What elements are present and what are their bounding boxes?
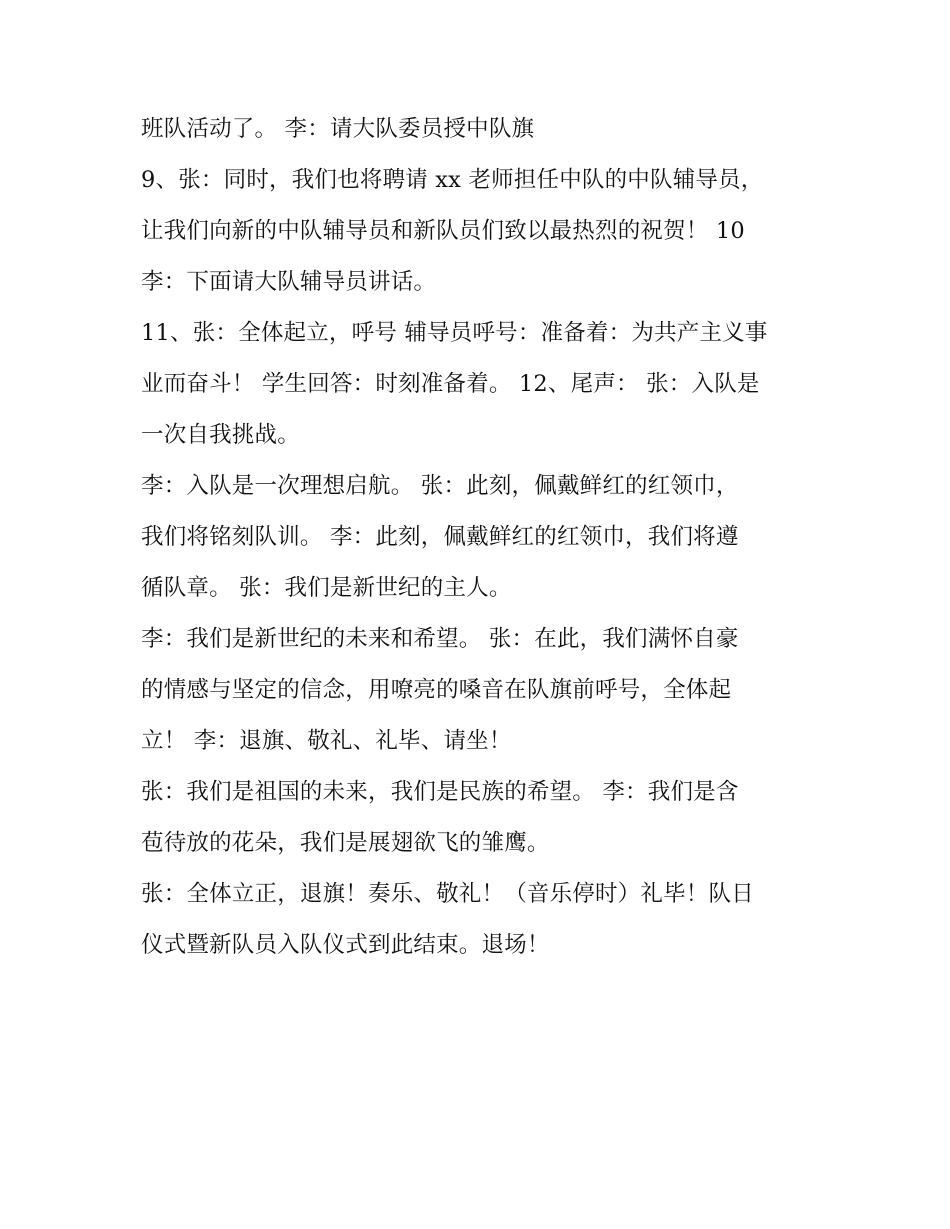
text-line: 李：入队是一次理想启航。 张：此刻，佩戴鲜红的红领巾， xyxy=(141,473,739,499)
text-line: 业而奋斗！ 学生回答：时刻准备着。 12、尾声： 张：入队是 xyxy=(141,371,760,397)
text-line: 9、张：同时，我们也将聘请 xx 老师担任中队的中队辅导员， xyxy=(141,167,764,193)
text-line: 一次自我挑战。 xyxy=(141,422,300,448)
text-line: 仪式暨新队员入队仪式到此结束。退场！ xyxy=(141,932,550,958)
text-line: 李：我们是新世纪的未来和希望。 张：在此，我们满怀自豪 xyxy=(141,626,739,652)
text-line: 苞待放的花朵，我们是展翅欲飞的雏鹰。 xyxy=(141,830,550,856)
text-line: 张：我们是祖国的未来，我们是民族的希望。 李：我们是含 xyxy=(141,779,739,805)
text-line: 立！ 李：退旗、敬礼、礼毕、请坐！ xyxy=(141,728,512,754)
document-body xyxy=(141,108,841,975)
text-line: 张：全体立正，退旗！奏乐、敬礼！（音乐停时）礼毕！队日 xyxy=(141,881,754,907)
text-line: 我们将铭刻队训。 李：此刻，佩戴鲜红的红领巾，我们将遵 xyxy=(141,524,739,550)
text-line: 让我们向新的中队辅导员和新队员们致以最热烈的祝贺！ 10 xyxy=(141,218,745,244)
text-line: 班队活动了。 李：请大队委员授中队旗 xyxy=(141,116,535,142)
text-line: 循队章。 张：我们是新世纪的主人。 xyxy=(141,575,512,601)
text-line: 的情感与坚定的信念，用嘹亮的嗓音在队旗前呼号，全体起 xyxy=(141,677,732,703)
text-line: 11、张：全体起立，呼号 辅导员呼号：准备着：为共产主义事 xyxy=(141,320,768,346)
text-line: 李：下面请大队辅导员讲话。 xyxy=(141,269,437,295)
